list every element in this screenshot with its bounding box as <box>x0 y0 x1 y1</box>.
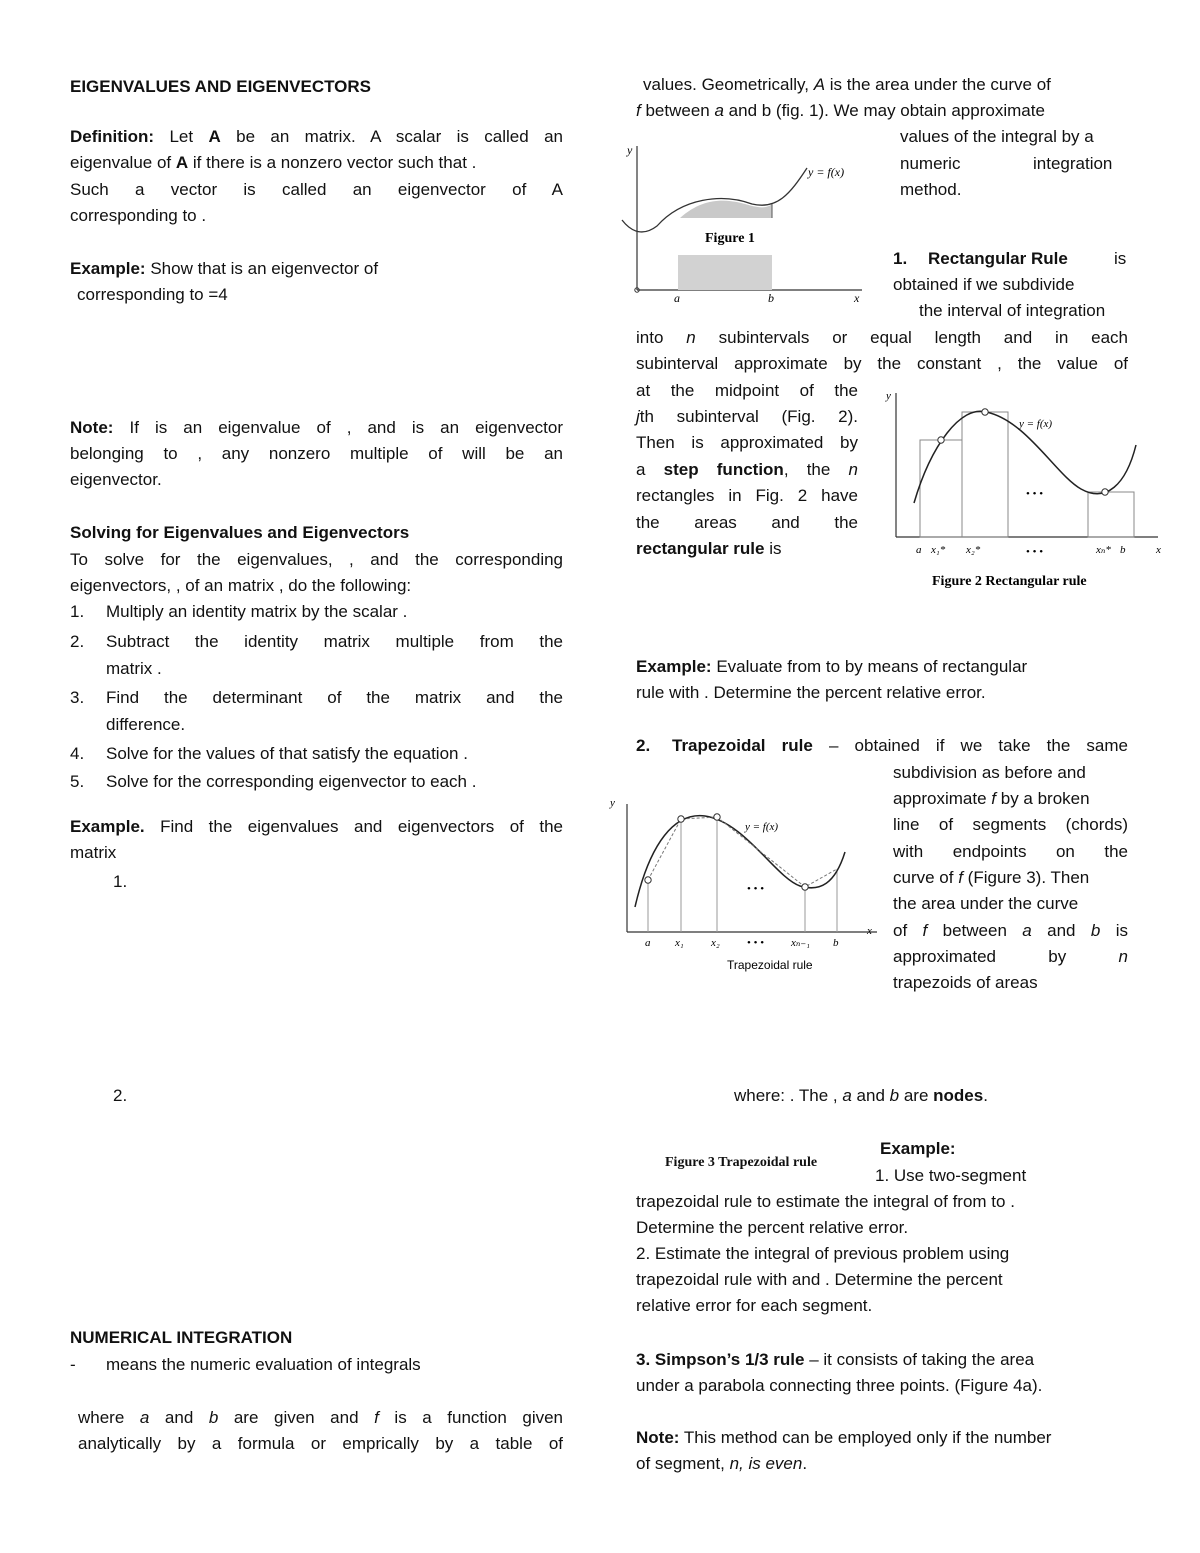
figure-3-inner-caption: Trapezoidal rule <box>727 958 813 972</box>
figure-3-chords <box>648 817 837 887</box>
step-4: Solve for the values of that satisfy the equation . <box>106 744 468 763</box>
example-rect-line-2: rule with . Determine the percent relative error. <box>636 683 986 702</box>
figure-3-caption: Figure 3 Trapezoidal rule <box>665 1155 818 1170</box>
figure-2-fx-label: y = f(x) <box>1019 418 1053 430</box>
figure-3-a-label: a <box>645 937 651 949</box>
figure-2-xns-label: xₙ* <box>1096 544 1111 556</box>
figure-3-node <box>714 814 720 820</box>
rect-line-3: the interval of integration <box>919 301 1106 320</box>
trap-line-1: Trapezoidal rule – obtained if we take the same <box>672 736 1128 755</box>
step-2-line-2: matrix . <box>106 659 162 678</box>
intro-line-4b: integration <box>1033 154 1113 173</box>
trap-line-2: subdivision as before and <box>893 763 1086 782</box>
rect-line-11: the areas and the <box>636 513 858 532</box>
simpson-line-2: under a parabola connecting three points. (Figure 4a). <box>636 1376 1043 1395</box>
example-trap-line-4: 2. Estimate the integral of previous problem using <box>636 1244 1010 1263</box>
rect-line-10: rectangles in Fig. 2 have <box>636 486 858 505</box>
figure-1-y-label: y <box>627 143 633 157</box>
example-trap-line-1: 1. Use two-segment <box>875 1166 1027 1185</box>
trap-line-10: trapezoids of areas <box>893 973 1038 992</box>
figure-1-shaded-area-lower <box>678 255 772 290</box>
intro-line-1: values. Geometrically, A is the area under the curve of <box>643 75 1051 94</box>
numint-where-line-2: analytically by a formula or emprically by a table of <box>78 1434 563 1453</box>
step-1: Multiply an identity matrix by the scalar . <box>106 602 408 621</box>
intro-line-4a: numeric <box>900 154 961 173</box>
figure-2-x-label: x <box>1156 544 1161 556</box>
example-rect-line-1: Example: Evaluate from to by means of rectangular <box>636 657 1028 676</box>
figure-2-x2s-label: x₂* <box>966 544 981 556</box>
intro-line-5: method. <box>900 180 962 199</box>
intro-line-3: values of the integral by a <box>900 127 1094 146</box>
rect-line-9: a step function, the n <box>636 460 858 479</box>
figure-3-dots: • • • <box>747 883 765 895</box>
figure-2-rectangle <box>1088 492 1134 537</box>
figure-1-b-label: b <box>768 291 774 305</box>
example-matrix-line-2: matrix <box>70 843 117 862</box>
rect-line-1-end: is <box>1114 249 1127 268</box>
figure-2-rectangular-rule <box>876 385 1166 595</box>
solving-heading: Solving for Eigenvalues and Eigenvectors <box>70 523 410 542</box>
figure-2-midpoint <box>1102 489 1108 495</box>
figure-2-y-label: y <box>886 390 891 402</box>
step-number: 3. <box>70 688 85 707</box>
rect-line-5: subinterval approximate by the constant , the value of <box>636 354 1128 373</box>
step-3-line-2: difference. <box>106 715 186 734</box>
figure-3-curve <box>635 816 845 907</box>
example-trap-line-3: Determine the percent relative error. <box>636 1218 909 1237</box>
definition-line-1: Definition: Let A be an matrix. A scalar is called an <box>70 127 563 146</box>
figure-2-axis-dots: • • • <box>1026 546 1044 558</box>
trap-number: 2. <box>636 736 651 755</box>
rect-line-8: Then is approximated by <box>636 433 858 452</box>
trap-line-8: of f between a and b is <box>893 921 1128 940</box>
example-matrix-line-1: Example. Find the eigenvalues and eigenvectors of the <box>70 817 563 836</box>
figure-1-x-label: x <box>854 291 860 305</box>
figure-3-node <box>678 816 684 822</box>
figure-2-midpoint <box>982 409 988 415</box>
step-number: 4. <box>70 744 85 763</box>
figure-2-rectangle <box>962 412 1008 537</box>
example-trap-heading: Example: <box>880 1139 956 1158</box>
definition-line-3: Such a vector is called an eigenvector of A <box>70 180 563 199</box>
figure-1-area-under-curve <box>612 138 872 310</box>
rect-line-6: at the midpoint of the <box>636 381 858 400</box>
note-simpson-line-1: Note: This method can be employed only if the number <box>636 1428 1052 1447</box>
rect-line-7: jth subinterval (Fig. 2). <box>636 407 858 426</box>
rect-heading: Rectangular Rule <box>928 249 1068 268</box>
figure-3-x-label: x <box>867 925 872 937</box>
trap-line-4: line of segments (chords) <box>893 815 1128 834</box>
figure-3-node <box>802 884 808 890</box>
example-eigenvector-line-2: corresponding to =4 <box>77 285 228 304</box>
figure-3-b-label: b <box>833 937 839 949</box>
trap-where-line: where: . The , a and b are nodes. <box>734 1086 988 1105</box>
figure-2-b-label: b <box>1120 544 1126 556</box>
trap-line-7: the area under the curve <box>893 894 1079 913</box>
example-trap-line-2: trapezoidal rule to estimate the integral of from to . <box>636 1192 1015 1211</box>
rect-line-2: obtained if we subdivide <box>893 275 1075 294</box>
rect-line-12: rectangular rule is <box>636 539 782 558</box>
trap-line-6: curve of f (Figure 3). Then <box>893 868 1090 887</box>
section-title-numint: NUMERICAL INTEGRATION <box>70 1328 293 1347</box>
figure-3-fx-label: y = f(x) <box>745 821 779 833</box>
numint-where-line-1: where a and b are given and f is a function given <box>78 1408 564 1427</box>
example-eigenvector-line-1: Example: Show that is an eigenvector of <box>70 259 379 278</box>
definition-line-2: eigenvalue of A if there is a nonzero vector such that . <box>70 153 477 172</box>
figure-2-x1s-label: x₁* <box>931 544 946 556</box>
figure-2-caption: Figure 2 Rectangular rule <box>932 574 1087 589</box>
step-2-line-1: Subtract the identity matrix multiple from the <box>106 632 563 651</box>
step-5: Solve for the corresponding eigenvector to each . <box>106 772 477 791</box>
note-simpson-line-2: of segment, n, is even. <box>636 1454 808 1473</box>
step-number: 2. <box>70 632 85 651</box>
trap-line-9: approximated by n <box>893 947 1128 966</box>
simpson-line-1: 3. Simpson’s 1/3 rule – it consists of taking the area <box>636 1350 1035 1369</box>
figure-2-dots: • • • <box>1026 488 1044 500</box>
figure-1-curve <box>622 168 807 232</box>
figure-1-caption: Figure 1 <box>705 231 755 246</box>
step-number: 1. <box>70 602 85 621</box>
figure-2-a-label: a <box>916 544 922 556</box>
figure-3-x1-label: x₁ <box>675 937 684 949</box>
figure-1-a-label: a <box>674 291 680 305</box>
step-number: 5. <box>70 772 85 791</box>
example-trap-line-5: trapezoidal rule with and . Determine the percent <box>636 1270 1003 1289</box>
example-item-2: 2. <box>113 1086 128 1105</box>
step-3-line-1: Find the determinant of the matrix and the <box>106 688 563 707</box>
trap-line-3: approximate f by a broken <box>893 789 1090 808</box>
figure-1-fx-label: y = f(x) <box>808 165 845 179</box>
figure-3-node <box>645 877 651 883</box>
example-item-1: 1. <box>113 872 128 891</box>
figure-3-xn1-label: xₙ₋₁ <box>791 937 810 949</box>
figure-3-trapezoidal-rule <box>605 792 883 977</box>
figure-3-x2-label: x₂ <box>711 937 720 949</box>
rect-line-4: into n subintervals or equal length and in each <box>636 328 1128 347</box>
figure-3-axis-dots: • • • <box>747 937 765 949</box>
solving-line-1: To solve for the eigenvalues, , and the corresponding <box>70 550 563 569</box>
note-line-2: belonging to , any nonzero multiple of will be an <box>70 444 563 463</box>
section-title-eigen: EIGENVALUES AND EIGENVECTORS <box>70 77 372 96</box>
example-trap-line-6: relative error for each segment. <box>636 1296 873 1315</box>
figure-2-midpoint <box>938 437 944 443</box>
rect-number: 1. <box>893 249 908 268</box>
note-line-3: eigenvector. <box>70 470 162 489</box>
definition-line-4: corresponding to . <box>70 206 207 225</box>
figure-3-y-label: y <box>610 797 615 809</box>
trap-line-5: with endpoints on the <box>893 842 1128 861</box>
numint-dash: - <box>70 1355 76 1374</box>
solving-line-2: eigenvectors, , of an matrix , do the following: <box>70 576 412 595</box>
numint-definition: means the numeric evaluation of integrals <box>106 1355 421 1374</box>
note-line-1: Note: If is an eigenvalue of , and is an eigenvector <box>70 418 563 437</box>
figure-2-rectangle <box>920 440 962 537</box>
intro-line-2: f between a and b (fig. 1). We may obtain approximate <box>636 101 1045 120</box>
